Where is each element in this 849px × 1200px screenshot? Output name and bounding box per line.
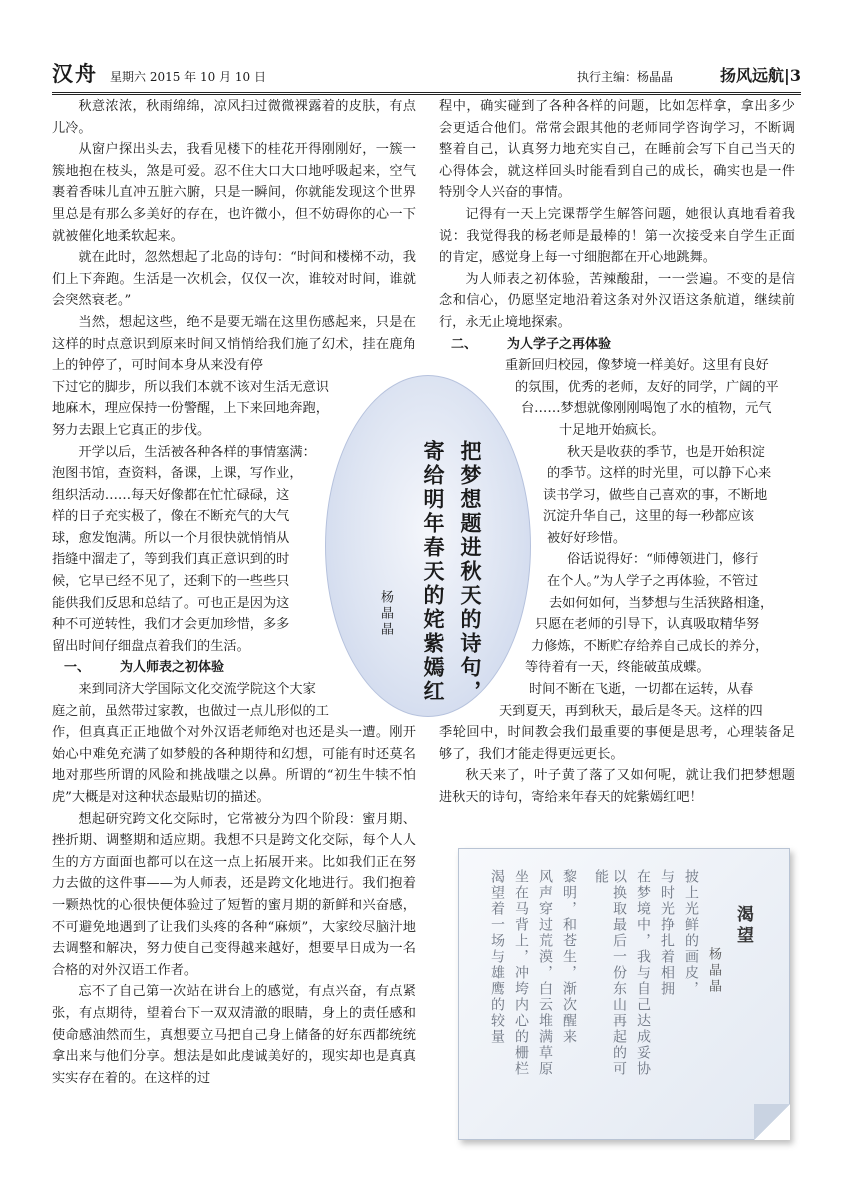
poem-line: 黎明，和苍生，渐次醒来 <box>561 869 577 1045</box>
paragraph: 秋意浓浓，秋雨绵绵，凉风扫过微微裸露着的皮肤，有点儿冷。 <box>52 99 416 136</box>
article-title-line-1: 把梦想题进秋天的诗句， <box>458 440 483 704</box>
paragraph-line: 的氛围，优秀的老师，友好的同学，广阔的平 <box>515 379 779 395</box>
poem-line: 渴望着一场与雄鹰的较量 <box>489 869 505 1045</box>
poem-line: 风声穿过荒漠，白云堆满草原 <box>537 869 553 1077</box>
paper-name: 汉舟 <box>52 61 98 86</box>
paragraph-line: 只愿在老师的引导下，认真吸取精华努 <box>535 617 760 633</box>
issue-date: 星期六 2015 年 10 月 10 日 <box>110 70 266 84</box>
paragraph-line: 力修炼，不断贮存给养自己成长的养分， <box>531 638 769 654</box>
paragraph-line: 读书学习，做些自己喜欢的事，不断地 <box>543 487 768 503</box>
paragraph-line: 十足地开始疯长。 <box>559 422 665 438</box>
heading-number: 一、 <box>64 660 91 676</box>
paragraph: 从窗户探出头去，我看见楼下的桂花开得刚刚好，一簇一簇地抱在枝头，煞是可爱。忍不住大口大口地呼吸起来，空气裹着香味儿直冲五脏六腑，只是一瞬间，你就能发现这个世界里总是有那么多美好的存在，也许微小，但不妨碍你的心一下就被催化地柔软起来。 <box>52 142 416 244</box>
section-heading-2 <box>439 334 795 356</box>
paragraph-line: 能供我们反思和总结了。可也正是因为这 <box>52 595 290 611</box>
executive-editor: 执行主编：杨晶晶 <box>576 70 673 84</box>
paragraph-line: 努力去跟上它真正的步伐。 <box>52 422 211 438</box>
poem-line: 坐在马背上，冲垮内心的栅栏 <box>513 869 529 1077</box>
paragraph-line: 等待着有一天，终能破茧成蝶。 <box>525 660 710 676</box>
poem-line: 与时光挣扎着相拥 <box>659 869 675 997</box>
section-name: 扬风远航|3 <box>720 66 801 85</box>
paragraph-line: 组织活动……每天好像都在忙忙碌碌，这 <box>52 487 290 503</box>
paragraph-line: 开学以后，生活被各种各样的事情塞满： <box>78 444 316 460</box>
paragraph: 当然，想起这些，绝不是要无端在这里伤感起来，只是在这样的时点意识到原来时间又悄悄给我们施了幻术，挂在鹿角上的钟停了，可时间本身从来没有停 <box>52 314 416 374</box>
paragraph-line: 秋天是收获的季节，也是开始积淀 <box>567 444 765 460</box>
poem-title: 渴望 <box>733 905 753 947</box>
paragraph: 季轮回中，时间教会我们最重要的事便是思考，心理装备足够了，我们才能走得更远更长。 <box>439 725 795 762</box>
paragraph: 忘不了自己第一次站在讲台上的感觉，有点兴奋，有点紧张，有点期待，望着台下一双双清澈的眼睛，身上的责任感和使命感油然而生，真想要立马把自己身上储备的好东西都统统拿出来与他们分享。想法是如此虔诚美好的，现实却也是真真实实存在着的。在这样的过 <box>52 984 416 1086</box>
paragraph: 就在此时，忽然想起了北岛的诗句：“时间和楼梯不动，我们上下奔跑。生活是一次机会，仅仅一次，谁较对时间，谁就会突然衰老。” <box>52 250 416 309</box>
paragraph-line: 留出时间仔细盘点着我们的生活。 <box>52 638 250 654</box>
paragraph-line: 种不可逆转性，我们才会更加珍惜，多多 <box>52 617 290 633</box>
article-title-line-2: 寄给明年春天的姹紫嫣红 <box>421 440 446 704</box>
paragraph-line: 样的日子充实极了，像在不断充气的大气 <box>52 509 290 525</box>
paragraph-line: 候，它早已经不见了，还剩下的一些些只 <box>52 574 290 590</box>
paragraph-line: 庭之前，虽然带过家教，也做过一点儿形似的工 <box>52 703 329 719</box>
paragraph-line: 俗话说得好：“师傅领进门，修行 <box>567 552 759 568</box>
paragraph-line: 重新回归校园，像梦境一样美好。这里有良好 <box>505 358 769 374</box>
article-author: 杨晶晶 <box>378 590 393 638</box>
poem-card <box>458 848 790 1140</box>
heading-text: 为人师表之初体验 <box>120 660 225 676</box>
paragraph: 记得有一天上完课帮学生解答问题，她很认真地看着我说：我觉得我的杨老师是最棒的！第一次接受来自学生正面的肯定，感觉身上每一寸细胞都在开心地跳舞。 <box>439 206 795 266</box>
paragraph-line: 来到同济大学国际文化交流学院这个大家 <box>78 682 316 698</box>
paragraph: 想起研究跨文化交际时，它常被分为四个阶段：蜜月期、挫折期、调整期和适应期。我想不只是跨文化交际，每个人人生的方方面面也都可以在这一点上拓展开来。比如我们正在努力去做的这件事——为人师表，还是跨文化地进行。我们抱着一颗热忱的心很快便体验过了短暂的蜜月期的新鲜和兴奋感，不可避免地遇到了让我们头疼的各种“麻烦”，大家绞尽脑汁地去调整和解决，努力使自己变得越来越好，想要早日成为一名合格的对外汉语工作者。 <box>52 811 416 978</box>
paragraph: 秋天来了，叶子黄了落了又如何呢，就让我们把梦想题进秋天的诗句，寄给来年春天的姹紫嫣红吧！ <box>439 768 795 805</box>
poem-line: 能 <box>593 869 609 885</box>
paragraph-line: 的季节。这样的时光里，可以静下心来 <box>547 466 772 482</box>
paragraph-line: 天到夏天，再到秋天，最后是冬天。这样的四 <box>499 703 763 719</box>
paragraph-line: 被好好珍惜。 <box>547 530 627 546</box>
paragraph-line: 在个人。”为人学子之再体验，不管过 <box>547 574 759 590</box>
heading-number: 二、 <box>451 336 478 352</box>
paragraph-line: 泡图书馆，查资料，备课，上课，写作业， <box>52 466 303 482</box>
paragraph: 为人师表之初体验，苦辣酸甜，一一尝遍。不变的是信念和信心，仍愿坚定地沿着这条对外汉语这条航道，继续前行，永无止境地探索。 <box>439 271 795 330</box>
poem-line: 以换取最后一份东山再起的可 <box>611 869 627 1077</box>
paragraph-line: 时间不断在飞逝，一切都在运转，从春 <box>529 682 754 698</box>
paragraph-line: 沉淀升华自己，这里的每一秒都应该 <box>543 509 754 525</box>
paragraph: 作，但真真正正地做个对外汉语老师绝对也还是头一遭。刚开始心中难免充满了如梦般的各种期待和幻想，可能有时还莫名地对那些所谓的风险和挑战嗤之以鼻。所谓的“初生牛犊不怕虎”大概是对这种状态最贴切的描述。 <box>52 725 416 805</box>
poem-line: 在梦境中，我与自己达成妥协 <box>635 869 651 1077</box>
paragraph-line: 地麻木，理应保持一份警醒，上下来回地奔跑， <box>52 401 329 417</box>
heading-text: 为人学子之再体验 <box>507 336 612 352</box>
paragraph: 程中，确实碰到了各种各样的问题，比如怎样拿，拿出多少会更适合他们。常常会跟其他的老师同学咨询学习，不断调整着自己，认真努力地充实自己，在睡前会写下自己当天的心得体会，就这样回头时能看到自己的成长，确实也是一件特别令人兴奋的事情。 <box>439 99 795 201</box>
paragraph-line: 去如何如何，当梦想与生活狭路相逢， <box>549 595 774 611</box>
paragraph-line: 指缝中溜走了，等到我们真正意识到的时 <box>52 552 290 568</box>
poem-author: 杨晶晶 <box>706 947 721 995</box>
paragraph-line: 下过它的脚步，所以我们本就不该对生活无意识 <box>52 379 329 395</box>
paragraph-line: 球，愈发饱满。所以一个月很快就悄悄从 <box>52 530 290 546</box>
poem-line: 披上光鲜的画皮， <box>683 869 699 997</box>
paragraph-line: 台……梦想就像刚刚喝饱了水的植物，元气 <box>521 401 772 417</box>
page-header <box>52 62 801 95</box>
